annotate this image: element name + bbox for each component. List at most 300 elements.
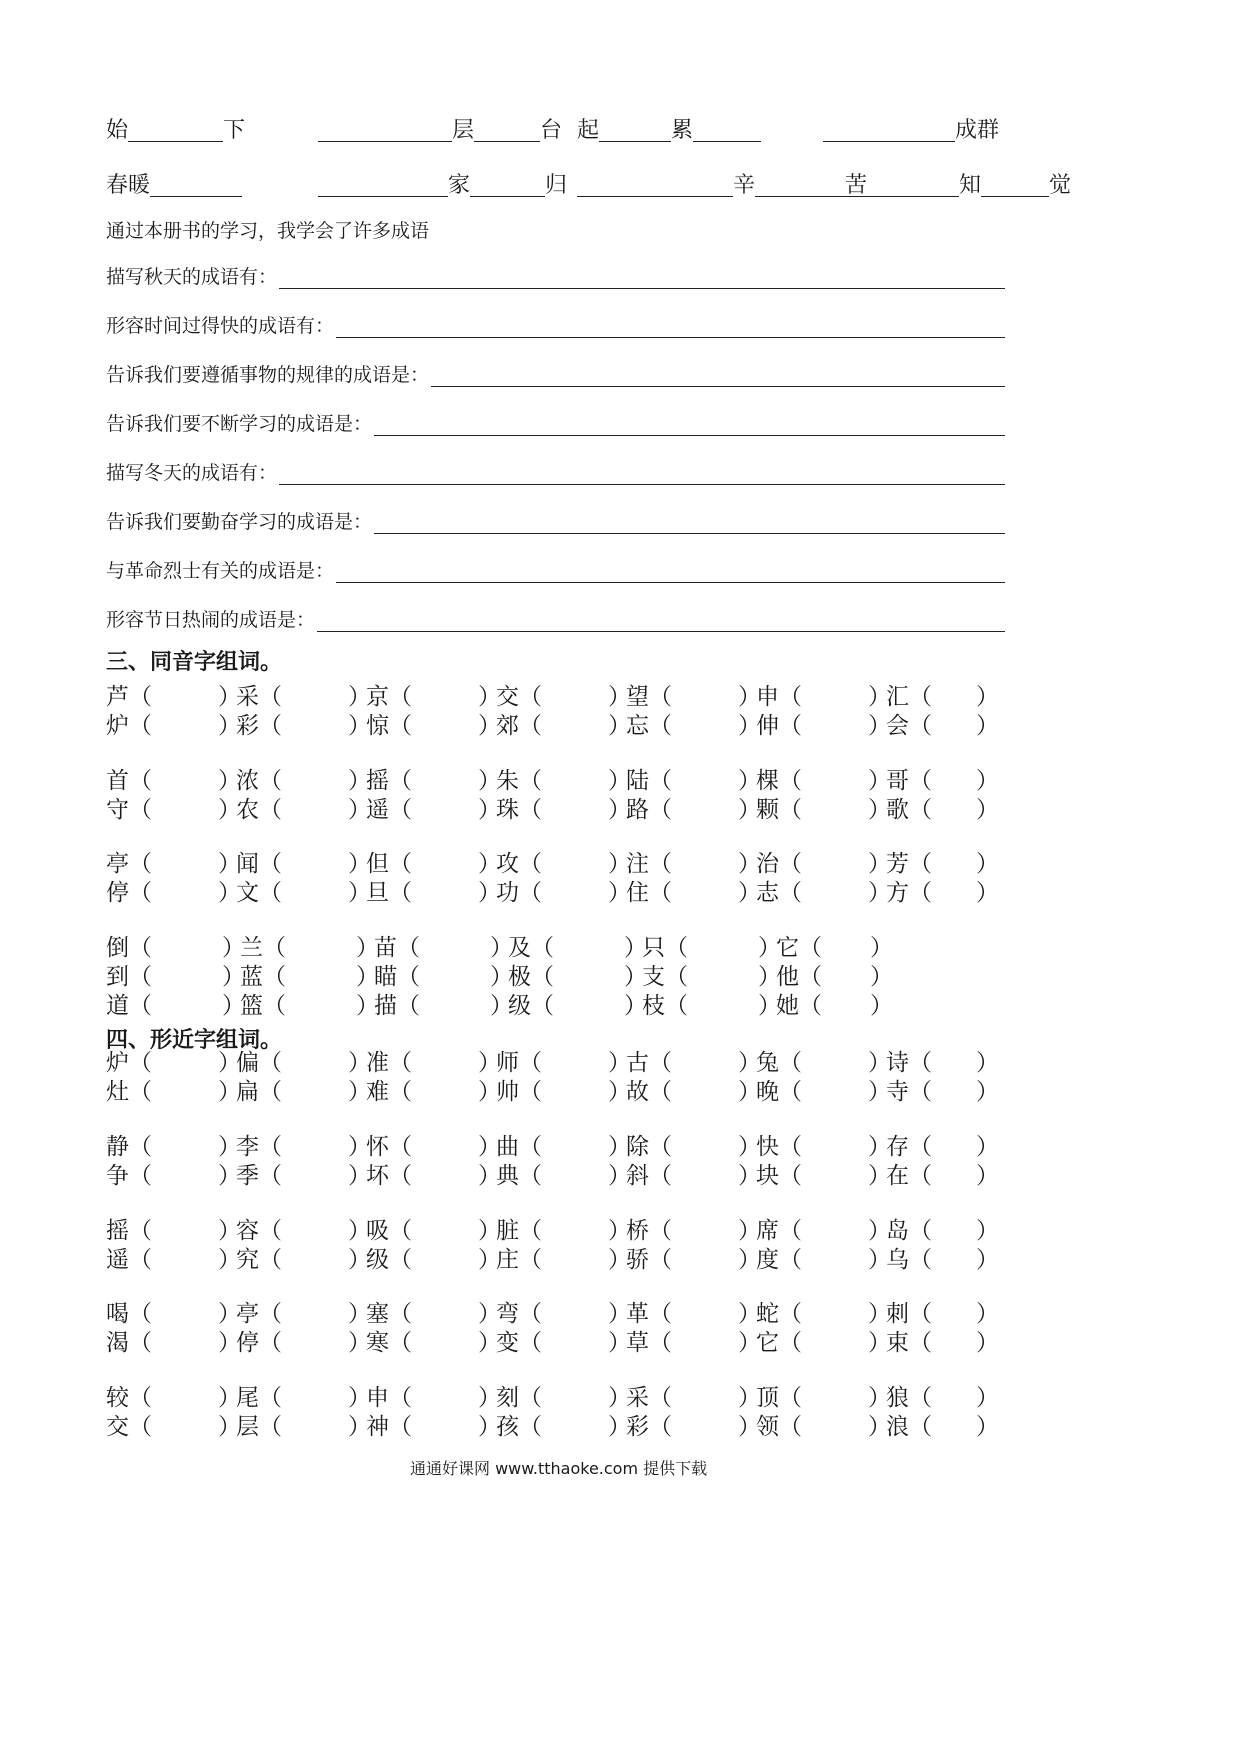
- answer-blank[interactable]: [156, 715, 222, 739]
- close-paren: ）: [348, 1134, 371, 1160]
- answer-blank[interactable]: [156, 1303, 222, 1327]
- idiom-char: 辛: [733, 173, 756, 198]
- character: 弯: [496, 1301, 519, 1327]
- character: 交: [106, 1414, 129, 1440]
- answer-blank[interactable]: [156, 1387, 222, 1411]
- answer-blank[interactable]: [416, 1416, 482, 1440]
- answer-blank[interactable]: [936, 1220, 980, 1244]
- character: 方: [886, 880, 909, 906]
- answer-blank[interactable]: [156, 1332, 222, 1356]
- answer-line[interactable]: [431, 366, 1005, 387]
- blank-line[interactable]: [577, 176, 643, 197]
- word-cell: [626, 715, 672, 738]
- blank-line[interactable]: [318, 176, 373, 197]
- close-paren: ）: [976, 1050, 999, 1076]
- blank-line[interactable]: [693, 121, 761, 142]
- open-paren: （: [799, 964, 822, 990]
- answer-blank[interactable]: [676, 1165, 742, 1189]
- word-cell: [496, 1052, 542, 1075]
- answer-blank[interactable]: [558, 937, 628, 961]
- answer-blank[interactable]: [936, 1416, 980, 1440]
- answer-blank[interactable]: [692, 937, 762, 961]
- answer-blank[interactable]: [546, 715, 612, 739]
- blank-line[interactable]: [823, 121, 955, 142]
- open-paren: （: [799, 993, 822, 1019]
- answer-blank[interactable]: [416, 1249, 482, 1273]
- answer-blank[interactable]: [558, 995, 628, 1019]
- answer-blank[interactable]: [676, 1303, 742, 1327]
- answer-blank[interactable]: [286, 715, 352, 739]
- character: 珠: [496, 797, 519, 823]
- word-cell: [236, 1220, 282, 1243]
- answer-line[interactable]: [336, 562, 1005, 583]
- character: 塞: [366, 1301, 389, 1327]
- answer-blank[interactable]: [290, 995, 360, 1019]
- word-cell: [626, 1303, 672, 1326]
- open-paren: （: [259, 1330, 282, 1356]
- word-cell: [236, 799, 282, 822]
- word-cell: [236, 1052, 282, 1075]
- answer-blank[interactable]: [286, 1387, 352, 1411]
- answer-blank[interactable]: [156, 1416, 222, 1440]
- answer-blank[interactable]: [806, 853, 872, 877]
- open-paren: （: [909, 1079, 932, 1105]
- word-cell: [496, 1303, 542, 1326]
- word-cell: [106, 1387, 152, 1410]
- answer-blank[interactable]: [416, 715, 482, 739]
- open-paren: （: [389, 1134, 412, 1160]
- word-cell: [626, 770, 672, 793]
- answer-blank[interactable]: [156, 1249, 222, 1273]
- character: 变: [496, 1330, 519, 1356]
- character: 顶: [756, 1385, 779, 1411]
- word-cell: [106, 966, 152, 989]
- answer-blank[interactable]: [416, 1387, 482, 1411]
- open-paren: （: [519, 1330, 542, 1356]
- answer-blank[interactable]: [546, 853, 612, 877]
- blank-line[interactable]: [981, 176, 1049, 197]
- blank-line[interactable]: [474, 121, 540, 142]
- character: 寒: [366, 1330, 389, 1356]
- close-paren: ）: [478, 880, 501, 906]
- answer-line[interactable]: [374, 513, 1005, 534]
- open-paren: （: [259, 684, 282, 710]
- close-paren: ）: [870, 993, 893, 1019]
- answer-blank[interactable]: [936, 1332, 980, 1356]
- idiom-question-row: [106, 556, 1005, 583]
- answer-blank[interactable]: [676, 1332, 742, 1356]
- answer-blank[interactable]: [546, 1387, 612, 1411]
- character: 治: [756, 851, 779, 877]
- word-cell: [626, 1081, 672, 1104]
- answer-blank[interactable]: [826, 966, 874, 990]
- answer-blank[interactable]: [156, 1081, 222, 1105]
- answer-blank[interactable]: [546, 1249, 612, 1273]
- answer-blank[interactable]: [290, 966, 360, 990]
- answer-blank[interactable]: [936, 1303, 980, 1327]
- answer-blank[interactable]: [826, 995, 874, 1019]
- answer-blank[interactable]: [546, 1052, 612, 1076]
- open-paren: （: [649, 768, 672, 794]
- open-paren: （: [389, 684, 412, 710]
- answer-blank[interactable]: [936, 1165, 980, 1189]
- word-cell: [496, 1387, 542, 1410]
- answer-blank[interactable]: [806, 799, 872, 823]
- answer-blank[interactable]: [676, 770, 742, 794]
- answer-blank[interactable]: [416, 853, 482, 877]
- answer-blank[interactable]: [676, 686, 742, 710]
- answer-blank[interactable]: [156, 1165, 222, 1189]
- answer-blank[interactable]: [156, 937, 226, 961]
- character: 伸: [756, 713, 779, 739]
- blank-line[interactable]: [128, 121, 223, 142]
- close-paren: ）: [478, 684, 501, 710]
- blank-line[interactable]: [599, 121, 671, 142]
- answer-blank[interactable]: [546, 1416, 612, 1440]
- answer-blank[interactable]: [156, 966, 226, 990]
- answer-blank[interactable]: [156, 853, 222, 877]
- open-paren: （: [779, 1079, 802, 1105]
- answer-blank[interactable]: [546, 799, 612, 823]
- open-paren: （: [649, 1218, 672, 1244]
- open-paren: （: [389, 713, 412, 739]
- close-paren: ）: [758, 964, 781, 990]
- word-cell: [106, 1081, 152, 1104]
- word-cell: [106, 937, 152, 960]
- answer-blank[interactable]: [156, 686, 222, 710]
- character: 停: [236, 1330, 259, 1356]
- answer-blank[interactable]: [546, 686, 612, 710]
- open-paren: （: [665, 993, 688, 1019]
- answer-blank[interactable]: [936, 770, 980, 794]
- word-cell: [886, 1081, 932, 1104]
- word-cell: [776, 937, 822, 960]
- idiom-blank-item: [823, 175, 1071, 197]
- character: 除: [626, 1134, 649, 1160]
- open-paren: （: [799, 935, 822, 961]
- answer-blank[interactable]: [806, 1220, 872, 1244]
- answer-blank[interactable]: [676, 799, 742, 823]
- idiom-blank-item: [318, 175, 567, 197]
- answer-blank[interactable]: [676, 1416, 742, 1440]
- word-cell: [366, 1220, 412, 1243]
- answer-blank[interactable]: [286, 1332, 352, 1356]
- word-cell: [756, 1332, 802, 1355]
- character: 级: [508, 993, 531, 1019]
- word-cell: [366, 715, 412, 738]
- open-paren: （: [649, 1301, 672, 1327]
- answer-blank[interactable]: [546, 882, 612, 906]
- answer-blank[interactable]: [416, 770, 482, 794]
- open-paren: （: [531, 964, 554, 990]
- close-paren: ）: [478, 1050, 501, 1076]
- blank-line[interactable]: [470, 176, 545, 197]
- close-paren: ）: [738, 1218, 761, 1244]
- open-paren: （: [649, 1247, 672, 1273]
- open-paren: （: [531, 935, 554, 961]
- open-paren: （: [129, 964, 152, 990]
- answer-blank[interactable]: [806, 1165, 872, 1189]
- open-paren: （: [909, 1247, 932, 1273]
- answer-blank[interactable]: [936, 1136, 980, 1160]
- open-paren: （: [129, 684, 152, 710]
- answer-blank[interactable]: [676, 853, 742, 877]
- answer-blank[interactable]: [806, 1416, 872, 1440]
- open-paren: （: [519, 768, 542, 794]
- character: 快: [756, 1134, 779, 1160]
- word-cell: [496, 1249, 542, 1272]
- open-paren: （: [129, 880, 152, 906]
- word-cell: [496, 770, 542, 793]
- character: 究: [236, 1247, 259, 1273]
- answer-blank[interactable]: [424, 995, 494, 1019]
- answer-blank[interactable]: [546, 1165, 612, 1189]
- answer-blank[interactable]: [806, 1081, 872, 1105]
- word-cell: [106, 995, 152, 1018]
- character: 芳: [886, 851, 909, 877]
- close-paren: ）: [218, 684, 241, 710]
- answer-blank[interactable]: [676, 1387, 742, 1411]
- answer-blank[interactable]: [286, 1249, 352, 1273]
- character: 志: [756, 880, 779, 906]
- character: 陆: [626, 768, 649, 794]
- answer-blank[interactable]: [286, 686, 352, 710]
- character: 到: [106, 964, 129, 990]
- answer-blank[interactable]: [416, 1165, 482, 1189]
- character: 她: [776, 993, 799, 1019]
- close-paren: ）: [348, 713, 371, 739]
- answer-blank[interactable]: [416, 799, 482, 823]
- answer-blank[interactable]: [676, 1052, 742, 1076]
- answer-blank[interactable]: [936, 686, 980, 710]
- answer-blank[interactable]: [806, 770, 872, 794]
- answer-blank[interactable]: [290, 937, 360, 961]
- answer-blank[interactable]: [286, 1052, 352, 1076]
- word-cell: [366, 1387, 412, 1410]
- answer-blank[interactable]: [156, 1220, 222, 1244]
- idiom-char: 觉: [1049, 173, 1072, 198]
- word-cell: [626, 1165, 672, 1188]
- blank-line[interactable]: [386, 121, 452, 142]
- answer-blank[interactable]: [806, 1303, 872, 1327]
- answer-blank[interactable]: [416, 882, 482, 906]
- idiom-question-row: [106, 507, 1005, 534]
- character: 浪: [886, 1414, 909, 1440]
- answer-blank[interactable]: [806, 715, 872, 739]
- word-cell: [886, 770, 932, 793]
- character: 忘: [626, 713, 649, 739]
- character: 它: [756, 1330, 779, 1356]
- answer-blank[interactable]: [806, 1136, 872, 1160]
- character: 喝: [106, 1301, 129, 1327]
- answer-blank[interactable]: [286, 1165, 352, 1189]
- answer-blank[interactable]: [416, 1081, 482, 1105]
- answer-blank[interactable]: [676, 1249, 742, 1273]
- answer-blank[interactable]: [806, 1387, 872, 1411]
- character: 遥: [366, 797, 389, 823]
- close-paren: ）: [738, 1247, 761, 1273]
- close-paren: ）: [348, 797, 371, 823]
- answer-blank[interactable]: [826, 937, 874, 961]
- answer-line[interactable]: [279, 464, 1005, 485]
- answer-blank[interactable]: [416, 1052, 482, 1076]
- open-paren: （: [649, 880, 672, 906]
- answer-blank[interactable]: [416, 1136, 482, 1160]
- answer-blank[interactable]: [676, 1081, 742, 1105]
- close-paren: ）: [478, 1385, 501, 1411]
- word-cell: [756, 853, 802, 876]
- character: 亭: [106, 851, 129, 877]
- blank-line[interactable]: [373, 176, 448, 197]
- close-paren: ）: [868, 1134, 891, 1160]
- open-paren: （: [129, 851, 152, 877]
- answer-blank[interactable]: [286, 882, 352, 906]
- answer-blank[interactable]: [676, 715, 742, 739]
- answer-blank[interactable]: [156, 995, 226, 1019]
- word-cell: [236, 715, 282, 738]
- answer-blank[interactable]: [156, 1052, 222, 1076]
- idiom-blank-item: [106, 175, 242, 197]
- open-paren: （: [259, 1050, 282, 1076]
- open-paren: （: [129, 1247, 152, 1273]
- answer-blank[interactable]: [416, 1220, 482, 1244]
- answer-blank[interactable]: [286, 1081, 352, 1105]
- answer-blank[interactable]: [546, 770, 612, 794]
- close-paren: ）: [608, 1414, 631, 1440]
- answer-blank[interactable]: [676, 882, 742, 906]
- open-paren: （: [779, 880, 802, 906]
- character: 苗: [374, 935, 397, 961]
- answer-blank[interactable]: [546, 1303, 612, 1327]
- answer-blank[interactable]: [936, 882, 980, 906]
- close-paren: ）: [490, 964, 513, 990]
- answer-line[interactable]: [374, 415, 1005, 436]
- character: 庄: [496, 1247, 519, 1273]
- answer-blank[interactable]: [286, 1303, 352, 1327]
- word-cell: [240, 966, 286, 989]
- word-cell: [366, 1136, 412, 1159]
- word-cell: [626, 1136, 672, 1159]
- answer-line[interactable]: [317, 611, 1005, 632]
- word-cell: [106, 1136, 152, 1159]
- answer-blank[interactable]: [558, 966, 628, 990]
- answer-blank[interactable]: [156, 770, 222, 794]
- answer-blank[interactable]: [692, 966, 762, 990]
- answer-blank[interactable]: [424, 937, 494, 961]
- answer-blank[interactable]: [936, 853, 980, 877]
- word-cell: [756, 799, 802, 822]
- answer-blank[interactable]: [286, 1136, 352, 1160]
- word-cell: [756, 770, 802, 793]
- answer-blank[interactable]: [416, 1332, 482, 1356]
- close-paren: ）: [738, 1050, 761, 1076]
- answer-blank[interactable]: [936, 1387, 980, 1411]
- answer-blank[interactable]: [286, 770, 352, 794]
- close-paren: ）: [222, 935, 245, 961]
- open-paren: （: [259, 1385, 282, 1411]
- answer-blank[interactable]: [546, 1081, 612, 1105]
- answer-blank[interactable]: [286, 853, 352, 877]
- close-paren: ）: [348, 1163, 371, 1189]
- answer-blank[interactable]: [806, 882, 872, 906]
- close-paren: ）: [356, 993, 379, 1019]
- character: 斜: [626, 1163, 649, 1189]
- answer-blank[interactable]: [416, 1303, 482, 1327]
- answer-line[interactable]: [279, 268, 1005, 289]
- answer-blank[interactable]: [936, 1081, 980, 1105]
- blank-line[interactable]: [150, 176, 242, 197]
- answer-blank[interactable]: [936, 1249, 980, 1273]
- word-cell: [642, 966, 688, 989]
- answer-blank[interactable]: [546, 1220, 612, 1244]
- blank-line[interactable]: [823, 176, 891, 197]
- answer-blank[interactable]: [546, 1332, 612, 1356]
- answer-blank[interactable]: [546, 1136, 612, 1160]
- answer-blank[interactable]: [676, 1136, 742, 1160]
- word-cell: [626, 1416, 672, 1439]
- answer-blank[interactable]: [286, 1416, 352, 1440]
- open-paren: （: [779, 713, 802, 739]
- answer-blank[interactable]: [416, 686, 482, 710]
- answer-blank[interactable]: [806, 1052, 872, 1076]
- word-cell: [374, 937, 420, 960]
- answer-blank[interactable]: [286, 1220, 352, 1244]
- idiom-question-label: 告诉我们要勤奋学习的成语是：: [106, 511, 373, 533]
- open-paren: （: [649, 1330, 672, 1356]
- open-paren: （: [389, 1414, 412, 1440]
- answer-blank[interactable]: [286, 799, 352, 823]
- answer-blank[interactable]: [806, 1249, 872, 1273]
- close-paren: ）: [218, 1134, 241, 1160]
- answer-blank[interactable]: [156, 799, 222, 823]
- close-paren: ）: [478, 713, 501, 739]
- word-cell: [508, 995, 554, 1018]
- character: 申: [756, 684, 779, 710]
- word-cell: [626, 1387, 672, 1410]
- character: 存: [886, 1134, 909, 1160]
- answer-blank[interactable]: [676, 1220, 742, 1244]
- answer-blank[interactable]: [936, 799, 980, 823]
- blank-line[interactable]: [891, 176, 959, 197]
- word-cell: [236, 686, 282, 709]
- close-paren: ）: [976, 797, 999, 823]
- answer-blank[interactable]: [806, 1332, 872, 1356]
- answer-line[interactable]: [336, 317, 1005, 338]
- answer-blank[interactable]: [424, 966, 494, 990]
- close-paren: ）: [868, 1079, 891, 1105]
- answer-blank[interactable]: [936, 1052, 980, 1076]
- character: 兔: [756, 1050, 779, 1076]
- character: 守: [106, 797, 129, 823]
- character: 只: [642, 935, 665, 961]
- open-paren: （: [779, 1050, 802, 1076]
- blank-line[interactable]: [643, 176, 733, 197]
- blank-line[interactable]: [318, 121, 386, 142]
- word-cell: [496, 1220, 542, 1243]
- answer-blank[interactable]: [692, 995, 762, 1019]
- answer-blank[interactable]: [156, 1136, 222, 1160]
- close-paren: ）: [218, 1247, 241, 1273]
- answer-blank[interactable]: [806, 686, 872, 710]
- section-heading: 四、形近字组词。: [106, 1028, 283, 1053]
- answer-blank[interactable]: [156, 882, 222, 906]
- character: 偏: [236, 1050, 259, 1076]
- close-paren: ）: [870, 964, 893, 990]
- word-cell: [496, 853, 542, 876]
- word-cell: [236, 1249, 282, 1272]
- close-paren: ）: [608, 1301, 631, 1327]
- answer-blank[interactable]: [936, 715, 980, 739]
